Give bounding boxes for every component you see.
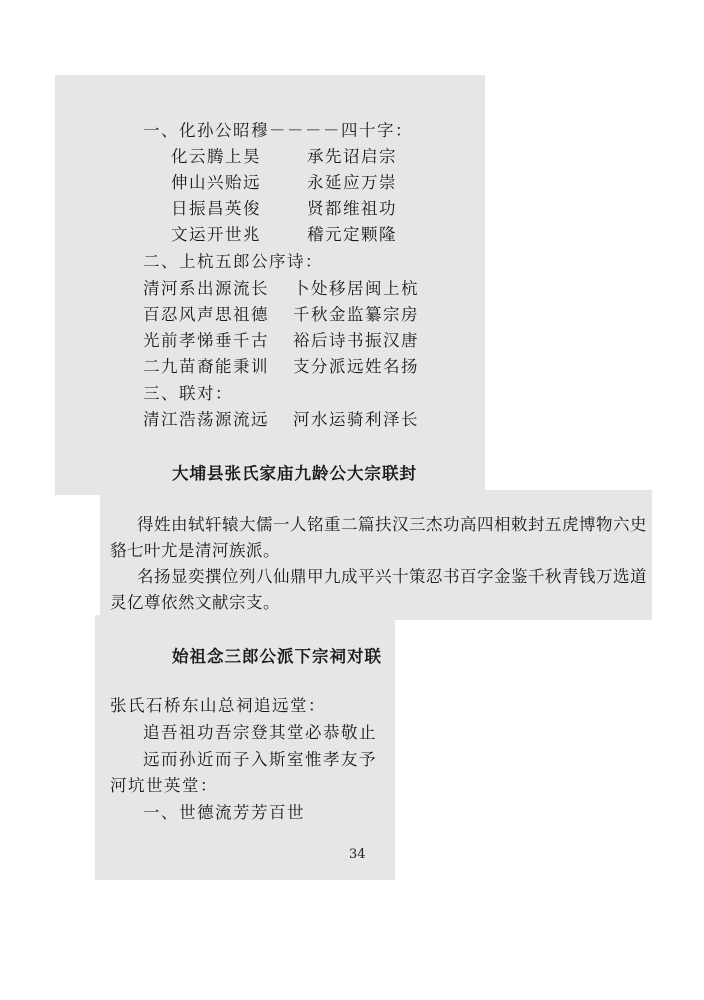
- shiying-line-1: 一、世德流芳芳百世: [143, 803, 305, 822]
- liandui-row-left: 清江浩荡源流远: [143, 410, 269, 429]
- zhuiyuan-line-1: 追吾祖功吾宗登其堂必恭敬止: [143, 723, 377, 742]
- zhaomu-row-2-left: 伸山兴贻远: [171, 173, 261, 192]
- xushi-row-1-left: 清河系出源流长: [143, 279, 269, 298]
- xushi-row-3-right: 裕后诗书振汉唐: [293, 331, 419, 350]
- zhaomu-row-3-left: 日振昌英俊: [171, 199, 261, 218]
- page-number: 34: [349, 847, 366, 862]
- xushi-row-2-right: 千秋金监纂宗房: [293, 305, 419, 324]
- para-2-line-1: 名扬显奕撰位列八仙鼎甲九成平兴十策忍书百字金鉴千秋青钱万选道: [137, 567, 647, 586]
- xushi-row-3-left: 光前孝悌垂千古: [143, 331, 269, 350]
- shiying-title: 河坑世英堂：: [110, 776, 218, 795]
- xushi-row-4-right: 支分派远姓名扬: [293, 357, 419, 376]
- xushi-row-4-left: 二九苗裔能秉训: [143, 357, 269, 376]
- xushi-row-2-left: 百忍风声思祖德: [143, 305, 269, 324]
- zhaomu-row-2-right: 永延应万崇: [307, 173, 397, 192]
- liandui-row-right: 河水运骑利泽长: [293, 410, 419, 429]
- zhaomu-title: 一、化孙公昭穆－－－－四十字：: [143, 121, 413, 140]
- zhaomu-row-3-right: 贤都维祖功: [307, 199, 397, 218]
- zhaomu-row-1-left: 化云腾上昊: [171, 147, 261, 166]
- zhaomu-row-4-left: 文运开世兆: [171, 225, 261, 244]
- liandui-title: 三、联对：: [143, 384, 233, 403]
- zhuiyuan-title: 张氏石桥东山总祠追远堂：: [110, 696, 326, 715]
- para-2-line-2: 灵亿尊依然文献宗支。: [110, 593, 280, 612]
- zhuiyuan-line-2: 远而孙近而子入斯室惟孝友予: [143, 750, 377, 769]
- zhaomu-row-4-right: 稽元定颗隆: [307, 225, 397, 244]
- para-1-line-2: 貉七叶尤是清河族派。: [110, 541, 280, 560]
- xushi-row-1-right: 卜处移居闽上杭: [293, 279, 419, 298]
- heading-dapu: 大埔县张氏家庙九龄公大宗联封: [172, 464, 417, 483]
- xushi-title: 二、上杭五郎公序诗：: [143, 252, 323, 271]
- heading-shizu: 始祖念三郎公派下宗祠对联: [172, 647, 382, 666]
- para-1-line-1: 得姓由轼轩辕大儒一人铭重二篇扶汉三杰功高四相敕封五虎博物六史: [137, 515, 647, 534]
- zhaomu-row-1-right: 承先诏启宗: [307, 147, 397, 166]
